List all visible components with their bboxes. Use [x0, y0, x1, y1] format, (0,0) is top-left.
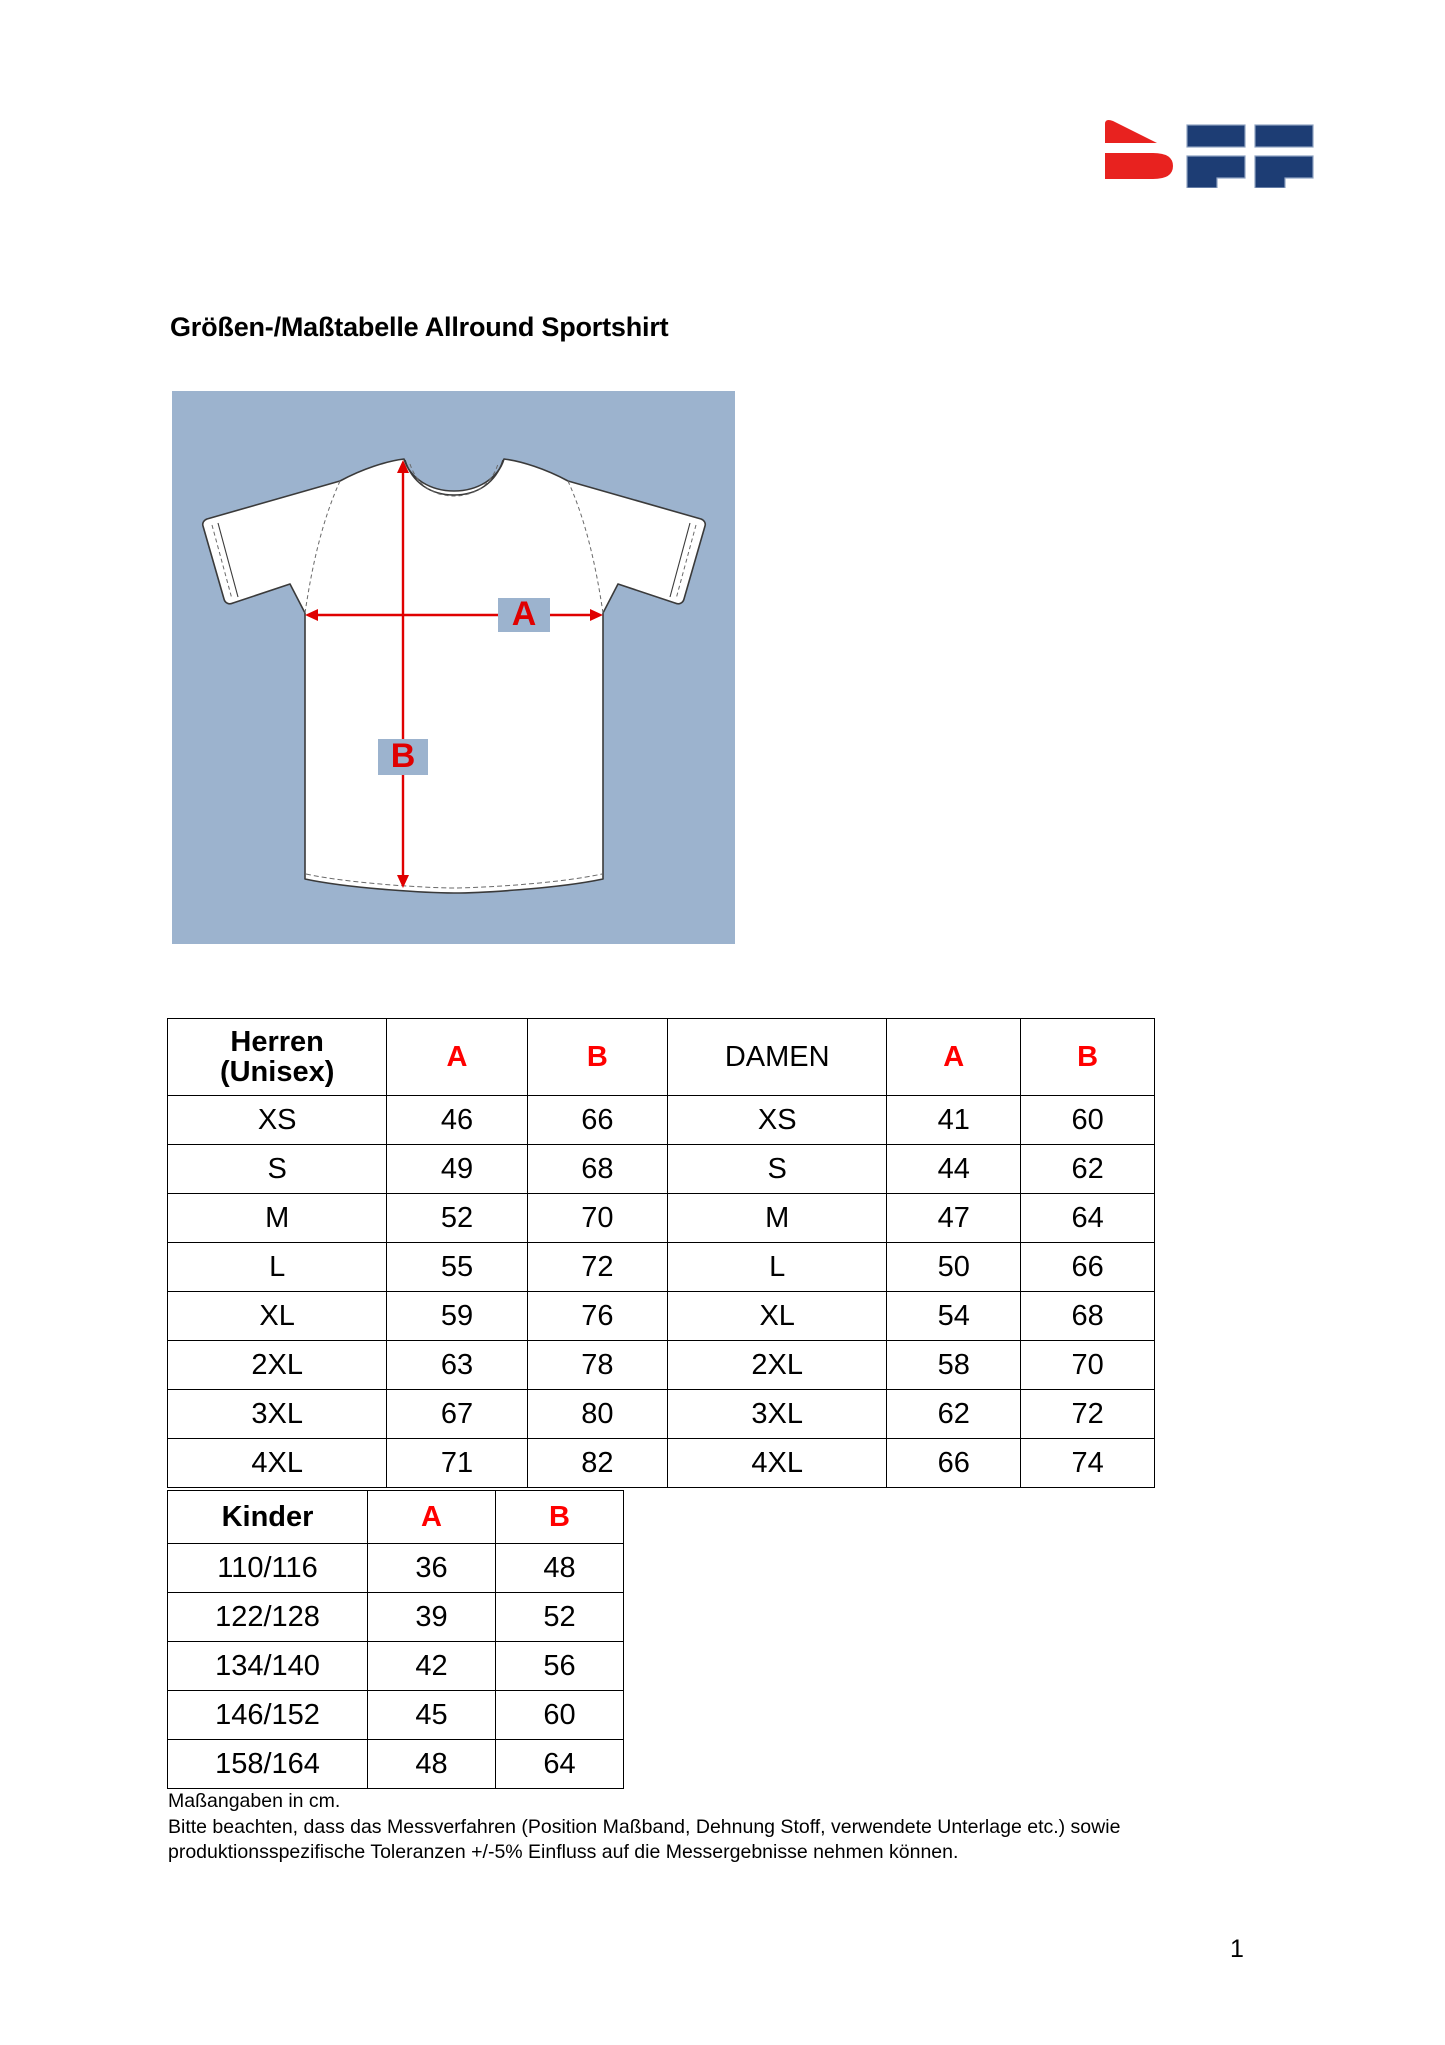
footnotes — [168, 1789, 1178, 1866]
footnote-line-3: produktionsspezifische Toleranzen +/-5% Einfluss auf die Messergebnisse nehmen können. — [168, 1841, 959, 1864]
table-row — [168, 1642, 624, 1691]
cell-damen-a: 47 — [887, 1194, 1021, 1243]
size-table-kinder-body — [168, 1491, 624, 1789]
footnote-line-1: Maßangaben in cm. — [168, 1790, 341, 1812]
cell-kinder-a: 42 — [368, 1642, 496, 1691]
tshirt-measurement-diagram — [172, 391, 735, 944]
page-number: 1 — [1230, 1935, 1244, 1963]
cell-herren-b: 70 — [527, 1194, 667, 1243]
table-row — [168, 1292, 1155, 1341]
size-table-adults-body — [168, 1019, 1155, 1488]
cell-damen-b: 62 — [1021, 1145, 1155, 1194]
cell-herren-a: 49 — [387, 1145, 527, 1194]
cell-kinder-b: 48 — [496, 1544, 624, 1593]
cell-damen-a: 44 — [887, 1145, 1021, 1194]
cell-kinder-size: 146/152 — [168, 1691, 368, 1740]
table-row — [168, 1096, 1155, 1145]
footnote-line-2: Bitte beachten, dass das Messverfahren (Position Maßband, Dehnung Stoff, verwendete Unterlage etc.) sowie — [168, 1815, 1121, 1838]
cell-damen-b: 70 — [1021, 1341, 1155, 1390]
table-row — [168, 1544, 624, 1593]
cell-damen-a: 66 — [887, 1439, 1021, 1488]
header-herren-line2: (Unisex) — [219, 1056, 335, 1088]
cell-herren-a: 63 — [387, 1341, 527, 1390]
cell-damen-size: 2XL — [668, 1341, 887, 1390]
header-damen-a: A — [887, 1019, 1021, 1096]
cell-kinder-a: 48 — [368, 1740, 496, 1789]
header-kinder-a: A — [368, 1491, 496, 1544]
cell-herren-b: 68 — [527, 1145, 667, 1194]
cell-damen-b: 72 — [1021, 1390, 1155, 1439]
header-herren-b: B — [527, 1019, 667, 1096]
cell-damen-b: 64 — [1021, 1194, 1155, 1243]
cell-damen-a: 54 — [887, 1292, 1021, 1341]
cell-herren-b: 82 — [527, 1439, 667, 1488]
cell-kinder-a: 39 — [368, 1593, 496, 1642]
table-row — [168, 1341, 1155, 1390]
cell-herren-a: 46 — [387, 1096, 527, 1145]
cell-herren-size: 2XL — [168, 1341, 387, 1390]
cell-herren-size: XL — [168, 1292, 387, 1341]
cell-herren-b: 72 — [527, 1243, 667, 1292]
cell-kinder-a: 45 — [368, 1691, 496, 1740]
cell-herren-a: 59 — [387, 1292, 527, 1341]
logo-red-lower-bar — [1105, 153, 1173, 179]
cell-damen-a: 58 — [887, 1341, 1021, 1390]
cell-damen-a: 41 — [887, 1096, 1021, 1145]
cell-herren-b: 78 — [527, 1341, 667, 1390]
cell-damen-size: 4XL — [668, 1439, 887, 1488]
cell-kinder-b: 52 — [496, 1593, 624, 1642]
table-row — [168, 1390, 1155, 1439]
logo-e2-top-bar — [1255, 125, 1313, 147]
cell-damen-size: XS — [668, 1096, 887, 1145]
cell-kinder-b: 64 — [496, 1740, 624, 1789]
header-herren — [168, 1019, 387, 1096]
cell-herren-a: 71 — [387, 1439, 527, 1488]
cell-kinder-b: 56 — [496, 1642, 624, 1691]
size-table-adults — [167, 1018, 1155, 1488]
logo-e2-bottom-bar — [1255, 156, 1313, 188]
cell-damen-a: 62 — [887, 1390, 1021, 1439]
header-kinder: Kinder — [168, 1491, 368, 1544]
cell-kinder-size: 110/116 — [168, 1544, 368, 1593]
cell-herren-b: 80 — [527, 1390, 667, 1439]
dee-logo-svg — [1075, 118, 1315, 188]
header-kinder-b: B — [496, 1491, 624, 1544]
header-damen-b: B — [1021, 1019, 1155, 1096]
measurement-label-a: A — [511, 595, 537, 633]
dee-logo — [1075, 118, 1315, 188]
cell-herren-b: 66 — [527, 1096, 667, 1145]
cell-kinder-a: 36 — [368, 1544, 496, 1593]
tshirt-diagram-svg — [172, 391, 735, 944]
cell-kinder-b: 60 — [496, 1691, 624, 1740]
cell-herren-size: M — [168, 1194, 387, 1243]
cell-herren-a: 67 — [387, 1390, 527, 1439]
table-row — [168, 1593, 624, 1642]
cell-herren-size: XS — [168, 1096, 387, 1145]
cell-kinder-size: 158/164 — [168, 1740, 368, 1789]
cell-herren-size: S — [168, 1145, 387, 1194]
table-row — [168, 1145, 1155, 1194]
cell-herren-a: 55 — [387, 1243, 527, 1292]
cell-damen-size: M — [668, 1194, 887, 1243]
cell-kinder-size: 122/128 — [168, 1593, 368, 1642]
header-herren-line1: Herren — [230, 1025, 324, 1058]
tshirt-outline — [203, 459, 706, 893]
cell-kinder-size: 134/140 — [168, 1642, 368, 1691]
cell-damen-b: 66 — [1021, 1243, 1155, 1292]
cell-damen-size: L — [668, 1243, 887, 1292]
logo-red-upper-wedge — [1105, 120, 1157, 143]
header-damen: DAMEN — [668, 1019, 887, 1096]
measurement-label-b: B — [390, 737, 416, 775]
logo-e1-top-bar — [1187, 125, 1245, 147]
cell-damen-b: 60 — [1021, 1096, 1155, 1145]
table-row — [168, 1439, 1155, 1488]
cell-damen-a: 50 — [887, 1243, 1021, 1292]
cell-herren-a: 52 — [387, 1194, 527, 1243]
size-table-kinder — [167, 1490, 624, 1789]
table-row — [168, 1691, 624, 1740]
cell-damen-b: 74 — [1021, 1439, 1155, 1488]
table-row — [168, 1194, 1155, 1243]
cell-herren-b: 76 — [527, 1292, 667, 1341]
table-row — [168, 1243, 1155, 1292]
table-header-row — [168, 1491, 624, 1544]
cell-damen-size: XL — [668, 1292, 887, 1341]
page-title: Größen-/Maßtabelle Allround Sportshirt — [170, 312, 669, 342]
header-herren-a: A — [387, 1019, 527, 1096]
cell-damen-size: S — [668, 1145, 887, 1194]
cell-damen-b: 68 — [1021, 1292, 1155, 1341]
table-row — [168, 1740, 624, 1789]
table-header-row — [168, 1019, 1155, 1096]
cell-damen-size: 3XL — [668, 1390, 887, 1439]
logo-e1-bottom-bar — [1187, 156, 1245, 188]
cell-herren-size: 4XL — [168, 1439, 387, 1488]
cell-herren-size: 3XL — [168, 1390, 387, 1439]
cell-herren-size: L — [168, 1243, 387, 1292]
